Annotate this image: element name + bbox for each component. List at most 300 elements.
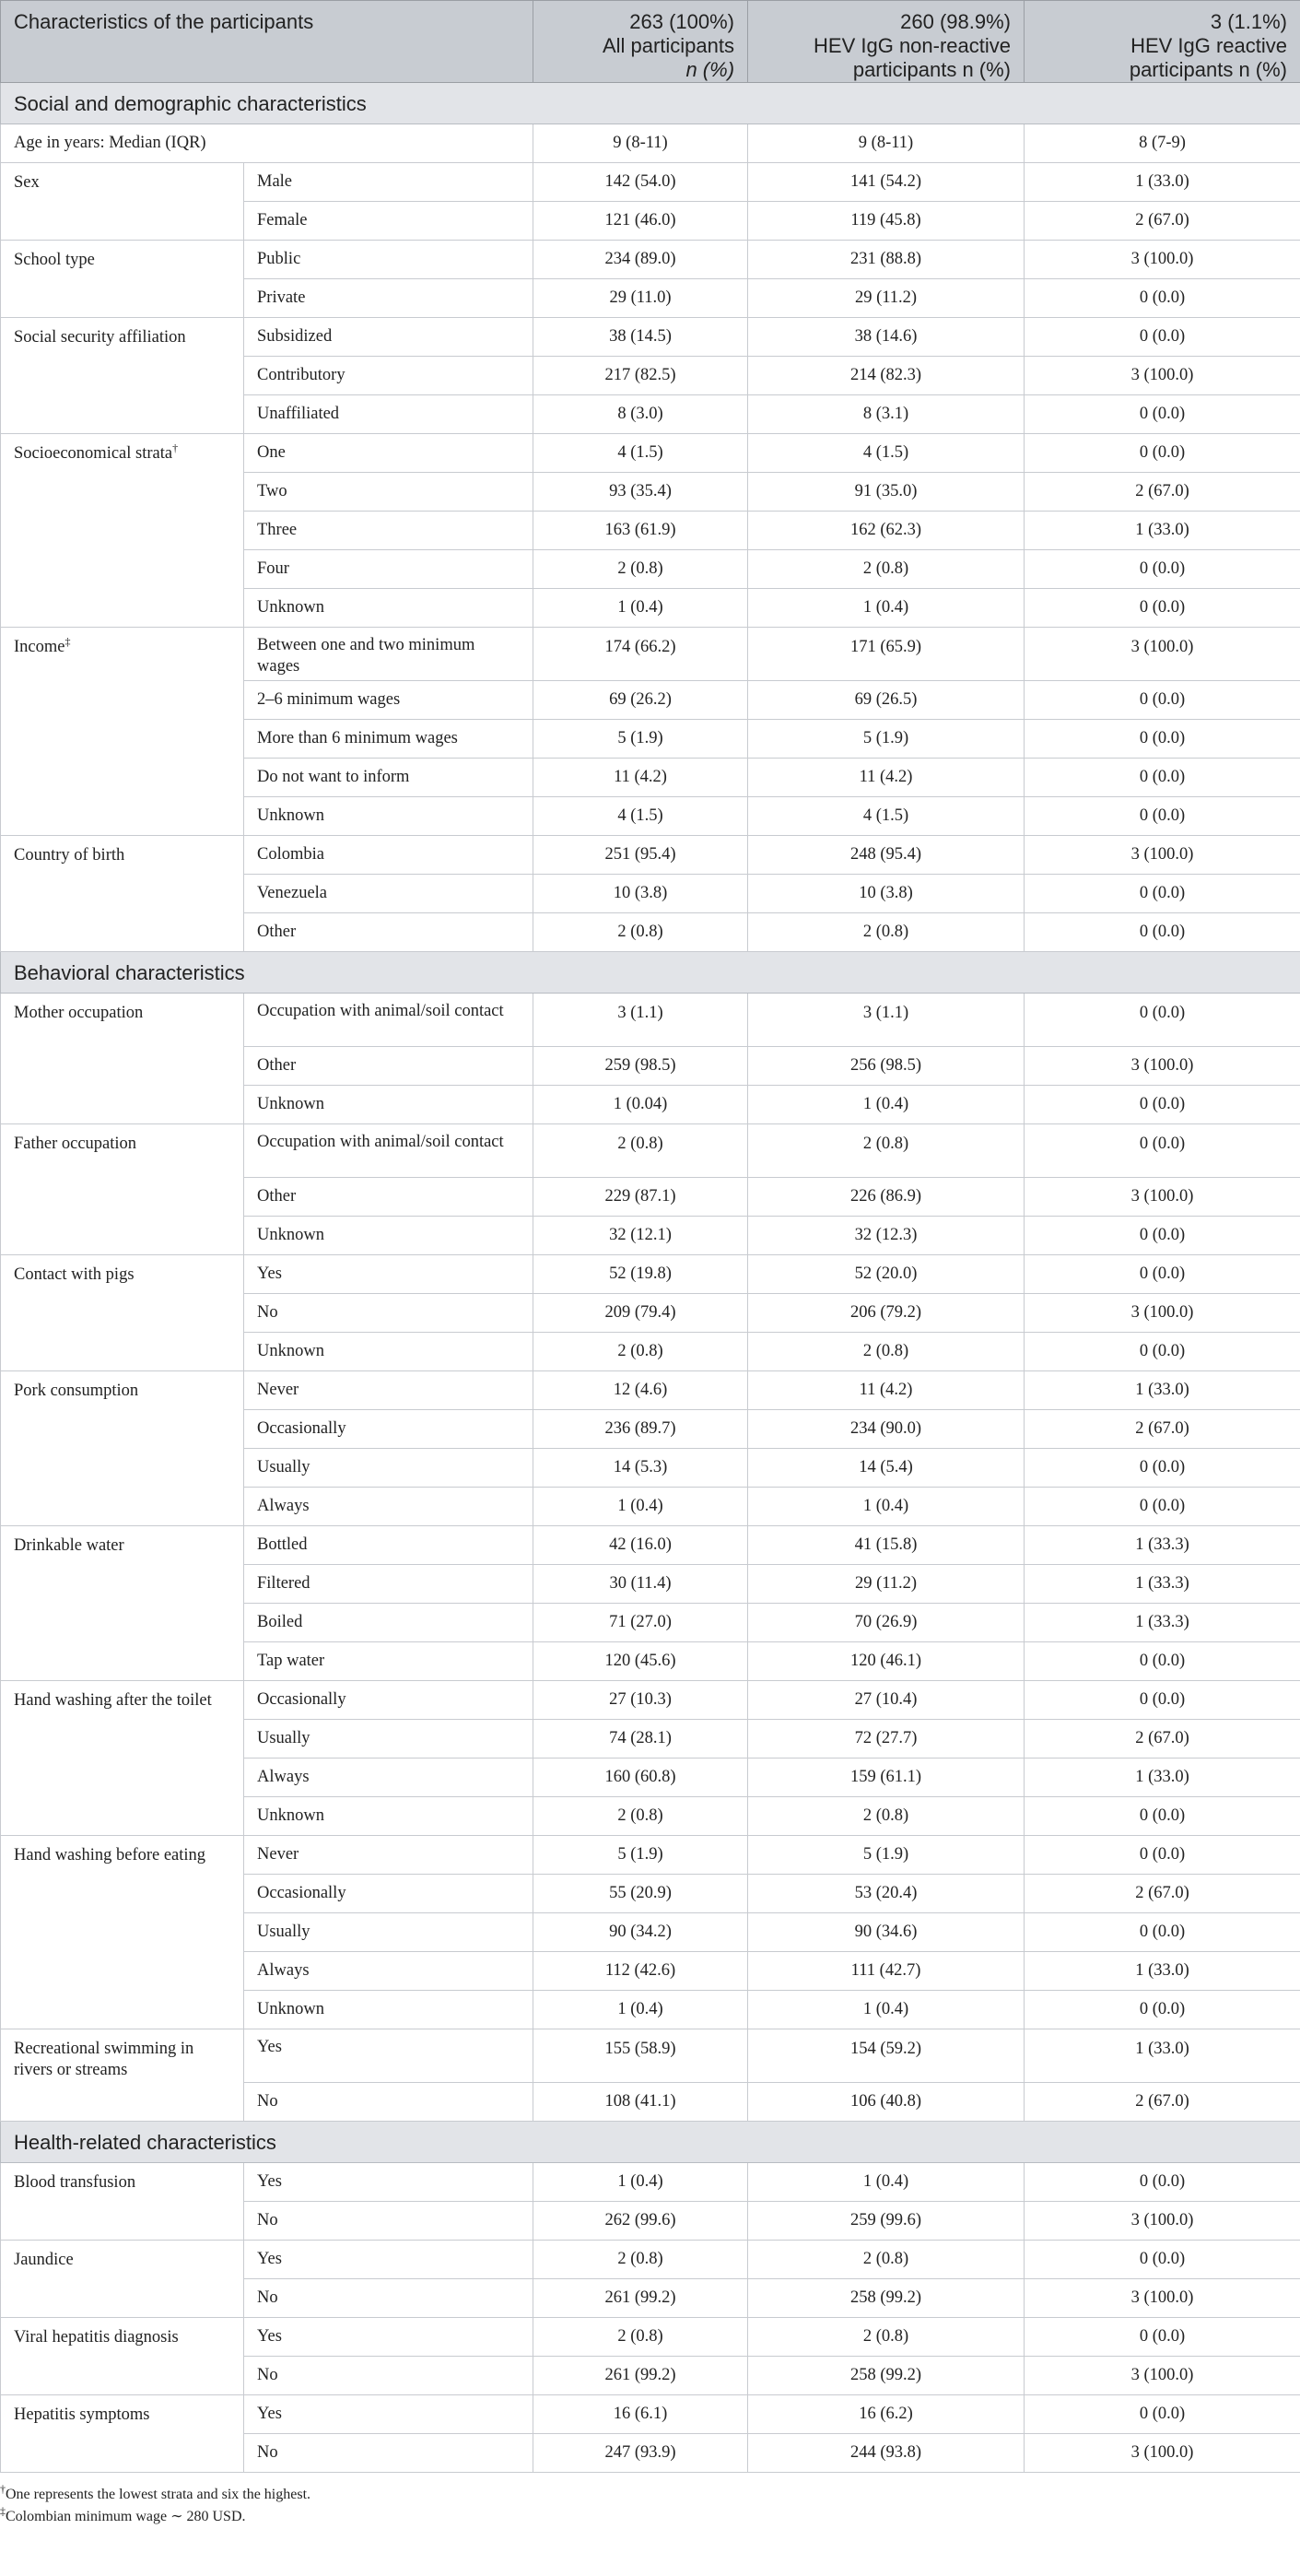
value-cell-reactive: 3 (100.0)	[1025, 836, 1300, 875]
value-cell-all: 71 (27.0)	[533, 1604, 748, 1642]
value-cell-all: 261 (99.2)	[533, 2279, 748, 2318]
value-cell-reactive: 0 (0.0)	[1025, 2241, 1300, 2279]
value-cell-nonreactive: 3 (1.1)	[748, 994, 1025, 1047]
value-cell-all: 142 (54.0)	[533, 163, 748, 202]
characteristic-label: Mother occupation	[14, 1004, 144, 1022]
category-cell: Usually	[244, 1449, 533, 1488]
category-cell: Always	[244, 1759, 533, 1797]
table-row	[1, 994, 1300, 1047]
value-cell-reactive: 1 (33.3)	[1025, 1565, 1300, 1604]
header-reactive-count: 3 (1.1%)	[1210, 10, 1288, 33]
category-cell: Occasionally	[244, 1681, 533, 1720]
category-cell: Female	[244, 202, 533, 241]
footnotes	[0, 2473, 1300, 2528]
category-cell: Never	[244, 1836, 533, 1875]
value-cell-nonreactive: 119 (45.8)	[748, 202, 1025, 241]
characteristic-label: Recreational swimming in rivers or streams	[14, 2040, 194, 2079]
value-cell-all: 121 (46.0)	[533, 202, 748, 241]
value-cell-reactive: 3 (100.0)	[1025, 1294, 1300, 1333]
value-cell-all: 262 (99.6)	[533, 2202, 748, 2241]
value-cell-all: 160 (60.8)	[533, 1759, 748, 1797]
value-cell-nonreactive: 106 (40.8)	[748, 2083, 1025, 2122]
value-cell-nonreactive: 2 (0.8)	[748, 913, 1025, 952]
header-characteristics: Characteristics of the participants	[1, 1, 533, 83]
characteristic-name	[1, 1371, 244, 1526]
value-cell-nonreactive: 171 (65.9)	[748, 628, 1025, 681]
category-cell: No	[244, 2279, 533, 2318]
characteristic-label: Socioeconomical strata	[14, 444, 173, 463]
value-cell-reactive: 0 (0.0)	[1025, 395, 1300, 434]
category-cell: Do not want to inform	[244, 759, 533, 797]
header-reactive	[1025, 1, 1300, 83]
value-cell-nonreactive: 5 (1.9)	[748, 1836, 1025, 1875]
table-row	[1, 1836, 1300, 1875]
category-cell: Subsidized	[244, 318, 533, 357]
value-cell-nonreactive: 14 (5.4)	[748, 1449, 1025, 1488]
category-cell: Unknown	[244, 1086, 533, 1124]
category-cell: Unknown	[244, 589, 533, 628]
table-row	[1, 2318, 1300, 2357]
value-cell-nonreactive: 2 (0.8)	[748, 2318, 1025, 2357]
value-cell-all: 12 (4.6)	[533, 1371, 748, 1410]
value-cell-reactive: 0 (0.0)	[1025, 913, 1300, 952]
value-cell-nonreactive: 259 (99.6)	[748, 2202, 1025, 2241]
section-header-row	[1, 83, 1300, 124]
characteristic-name	[1, 124, 533, 163]
category-cell: Unaffiliated	[244, 395, 533, 434]
value-cell-reactive: 3 (100.0)	[1025, 2357, 1300, 2395]
category-cell: Venezuela	[244, 875, 533, 913]
value-cell-reactive: 8 (7-9)	[1025, 124, 1300, 163]
value-cell-all: 1 (0.4)	[533, 2163, 748, 2202]
characteristic-label: Father occupation	[14, 1135, 137, 1153]
table-row	[1, 628, 1300, 681]
value-cell-nonreactive: 258 (99.2)	[748, 2279, 1025, 2318]
table-row	[1, 836, 1300, 875]
category-cell: Usually	[244, 1913, 533, 1952]
value-cell-nonreactive: 206 (79.2)	[748, 1294, 1025, 1333]
category-cell: Usually	[244, 1720, 533, 1759]
category-cell: Occupation with animal/soil contact	[244, 994, 533, 1047]
characteristic-label: Hand washing before eating	[14, 1846, 206, 1864]
characteristic-name	[1, 2241, 244, 2318]
value-cell-reactive: 0 (0.0)	[1025, 1797, 1300, 1836]
value-cell-nonreactive: 226 (86.9)	[748, 1178, 1025, 1217]
value-cell-reactive: 0 (0.0)	[1025, 720, 1300, 759]
table-row	[1, 2241, 1300, 2279]
category-cell: Other	[244, 1178, 533, 1217]
value-cell-all: 1 (0.4)	[533, 1488, 748, 1526]
value-cell-reactive: 3 (100.0)	[1025, 241, 1300, 279]
footnote	[0, 2506, 1300, 2528]
value-cell-nonreactive: 159 (61.1)	[748, 1759, 1025, 1797]
value-cell-nonreactive: 4 (1.5)	[748, 797, 1025, 836]
value-cell-nonreactive: 154 (59.2)	[748, 2029, 1025, 2083]
section-title: Behavioral characteristics	[1, 952, 1300, 994]
value-cell-reactive: 0 (0.0)	[1025, 2163, 1300, 2202]
value-cell-nonreactive: 32 (12.3)	[748, 1217, 1025, 1255]
value-cell-nonreactive: 231 (88.8)	[748, 241, 1025, 279]
category-cell: Yes	[244, 2395, 533, 2434]
value-cell-reactive: 0 (0.0)	[1025, 994, 1300, 1047]
value-cell-all: 163 (61.9)	[533, 512, 748, 550]
value-cell-nonreactive: 5 (1.9)	[748, 720, 1025, 759]
value-cell-nonreactive: 53 (20.4)	[748, 1875, 1025, 1913]
value-cell-nonreactive: 41 (15.8)	[748, 1526, 1025, 1565]
category-cell: No	[244, 2202, 533, 2241]
footnote-text: Colombian minimum wage ∼ 280 USD.	[6, 2509, 246, 2524]
value-cell-reactive: 0 (0.0)	[1025, 1124, 1300, 1178]
category-cell: No	[244, 2357, 533, 2395]
category-cell: Bottled	[244, 1526, 533, 1565]
value-cell-all: 2 (0.8)	[533, 2318, 748, 2357]
category-cell: Four	[244, 550, 533, 589]
value-cell-all: 217 (82.5)	[533, 357, 748, 395]
value-cell-nonreactive: 4 (1.5)	[748, 434, 1025, 473]
value-cell-all: 155 (58.9)	[533, 2029, 748, 2083]
value-cell-reactive: 0 (0.0)	[1025, 1488, 1300, 1526]
table-row	[1, 2395, 1300, 2434]
value-cell-nonreactive: 91 (35.0)	[748, 473, 1025, 512]
footnote-marker: ‡	[0, 2504, 6, 2518]
category-cell: Colombia	[244, 836, 533, 875]
category-cell: Yes	[244, 2163, 533, 2202]
value-cell-all: 5 (1.9)	[533, 720, 748, 759]
table-row	[1, 318, 1300, 357]
category-cell: Other	[244, 913, 533, 952]
value-cell-reactive: 0 (0.0)	[1025, 1333, 1300, 1371]
value-cell-nonreactive: 29 (11.2)	[748, 279, 1025, 318]
value-cell-all: 236 (89.7)	[533, 1410, 748, 1449]
category-cell: Unknown	[244, 1797, 533, 1836]
value-cell-nonreactive: 27 (10.4)	[748, 1681, 1025, 1720]
characteristic-name	[1, 241, 244, 318]
section-title: Social and demographic characteristics	[1, 83, 1300, 124]
value-cell-nonreactive: 141 (54.2)	[748, 163, 1025, 202]
value-cell-reactive: 0 (0.0)	[1025, 1681, 1300, 1720]
value-cell-nonreactive: 1 (0.4)	[748, 2163, 1025, 2202]
value-cell-reactive: 3 (100.0)	[1025, 2202, 1300, 2241]
value-cell-reactive: 0 (0.0)	[1025, 318, 1300, 357]
characteristic-name	[1, 628, 244, 836]
value-cell-all: 112 (42.6)	[533, 1952, 748, 1991]
value-cell-nonreactive: 258 (99.2)	[748, 2357, 1025, 2395]
value-cell-reactive: 2 (67.0)	[1025, 1720, 1300, 1759]
characteristic-name	[1, 318, 244, 434]
table-row	[1, 1526, 1300, 1565]
table-row	[1, 2163, 1300, 2202]
value-cell-all: 2 (0.8)	[533, 550, 748, 589]
value-cell-reactive: 1 (33.3)	[1025, 1604, 1300, 1642]
header-reactive-unit: participants n (%)	[1129, 58, 1288, 81]
value-cell-all: 14 (5.3)	[533, 1449, 748, 1488]
table-row	[1, 1371, 1300, 1410]
category-cell: Always	[244, 1488, 533, 1526]
value-cell-reactive: 1 (33.0)	[1025, 1759, 1300, 1797]
value-cell-reactive: 2 (67.0)	[1025, 473, 1300, 512]
category-cell: Unknown	[244, 797, 533, 836]
value-cell-nonreactive: 111 (42.7)	[748, 1952, 1025, 1991]
value-cell-reactive: 0 (0.0)	[1025, 1991, 1300, 2029]
header-nonreactive	[748, 1, 1025, 83]
category-cell: Occasionally	[244, 1410, 533, 1449]
value-cell-reactive: 1 (33.0)	[1025, 512, 1300, 550]
category-cell: Filtered	[244, 1565, 533, 1604]
value-cell-all: 52 (19.8)	[533, 1255, 748, 1294]
header-all-unit: n (%)	[685, 58, 735, 81]
header-row	[1, 1, 1300, 83]
value-cell-nonreactive: 16 (6.2)	[748, 2395, 1025, 2434]
value-cell-nonreactive: 90 (34.6)	[748, 1913, 1025, 1952]
value-cell-all: 3 (1.1)	[533, 994, 748, 1047]
value-cell-all: 247 (93.9)	[533, 2434, 748, 2473]
section-header-row	[1, 2122, 1300, 2163]
category-cell: Always	[244, 1952, 533, 1991]
value-cell-nonreactive: 72 (27.7)	[748, 1720, 1025, 1759]
category-cell: Private	[244, 279, 533, 318]
category-cell: Male	[244, 163, 533, 202]
value-cell-nonreactive: 10 (3.8)	[748, 875, 1025, 913]
value-cell-all: 259 (98.5)	[533, 1047, 748, 1086]
value-cell-reactive: 0 (0.0)	[1025, 681, 1300, 720]
table-row	[1, 241, 1300, 279]
characteristic-name	[1, 1124, 244, 1255]
characteristic-name	[1, 2163, 244, 2241]
value-cell-all: 251 (95.4)	[533, 836, 748, 875]
value-cell-all: 229 (87.1)	[533, 1178, 748, 1217]
value-cell-reactive: 3 (100.0)	[1025, 2434, 1300, 2473]
section-title: Health-related characteristics	[1, 2122, 1300, 2163]
value-cell-nonreactive: 52 (20.0)	[748, 1255, 1025, 1294]
value-cell-reactive: 0 (0.0)	[1025, 2318, 1300, 2357]
characteristic-name	[1, 1255, 244, 1371]
value-cell-reactive: 0 (0.0)	[1025, 279, 1300, 318]
value-cell-all: 2 (0.8)	[533, 1333, 748, 1371]
value-cell-reactive: 2 (67.0)	[1025, 1410, 1300, 1449]
characteristic-name	[1, 1526, 244, 1681]
category-cell: Other	[244, 1047, 533, 1086]
table-row	[1, 2029, 1300, 2083]
category-cell: Occasionally	[244, 1875, 533, 1913]
value-cell-all: 90 (34.2)	[533, 1913, 748, 1952]
value-cell-all: 11 (4.2)	[533, 759, 748, 797]
header-nonreactive-unit: participants n (%)	[852, 58, 1012, 81]
value-cell-reactive: 1 (33.0)	[1025, 163, 1300, 202]
value-cell-nonreactive: 29 (11.2)	[748, 1565, 1025, 1604]
value-cell-reactive: 0 (0.0)	[1025, 1642, 1300, 1681]
characteristic-label: Blood transfusion	[14, 2173, 136, 2192]
value-cell-all: 108 (41.1)	[533, 2083, 748, 2122]
characteristic-label: Viral hepatitis diagnosis	[14, 2328, 179, 2347]
value-cell-reactive: 2 (67.0)	[1025, 2083, 1300, 2122]
table-row	[1, 124, 1300, 163]
characteristic-label: Country of birth	[14, 846, 125, 865]
value-cell-nonreactive: 244 (93.8)	[748, 2434, 1025, 2473]
header-all-label: All participants	[602, 34, 735, 57]
category-cell: Never	[244, 1371, 533, 1410]
value-cell-reactive: 3 (100.0)	[1025, 1178, 1300, 1217]
characteristic-name	[1, 2318, 244, 2395]
characteristic-name	[1, 2395, 244, 2473]
value-cell-nonreactive: 1 (0.4)	[748, 1488, 1025, 1526]
value-cell-all: 32 (12.1)	[533, 1217, 748, 1255]
value-cell-reactive: 0 (0.0)	[1025, 1255, 1300, 1294]
value-cell-all: 29 (11.0)	[533, 279, 748, 318]
value-cell-nonreactive: 2 (0.8)	[748, 550, 1025, 589]
value-cell-reactive: 0 (0.0)	[1025, 434, 1300, 473]
characteristic-label: Jaundice	[14, 2251, 74, 2269]
category-cell: Public	[244, 241, 533, 279]
value-cell-reactive: 0 (0.0)	[1025, 2395, 1300, 2434]
category-cell: 2–6 minimum wages	[244, 681, 533, 720]
value-cell-reactive: 0 (0.0)	[1025, 1449, 1300, 1488]
value-cell-reactive: 0 (0.0)	[1025, 797, 1300, 836]
value-cell-all: 261 (99.2)	[533, 2357, 748, 2395]
value-cell-reactive: 1 (33.0)	[1025, 1371, 1300, 1410]
category-cell: Tap water	[244, 1642, 533, 1681]
header-reactive-label: HEV IgG reactive	[1130, 34, 1288, 57]
value-cell-nonreactive: 1 (0.4)	[748, 1991, 1025, 2029]
value-cell-nonreactive: 8 (3.1)	[748, 395, 1025, 434]
value-cell-all: 209 (79.4)	[533, 1294, 748, 1333]
value-cell-nonreactive: 1 (0.4)	[748, 1086, 1025, 1124]
value-cell-all: 1 (0.04)	[533, 1086, 748, 1124]
category-cell: Yes	[244, 2029, 533, 2083]
value-cell-all: 234 (89.0)	[533, 241, 748, 279]
category-cell: Contributory	[244, 357, 533, 395]
value-cell-reactive: 3 (100.0)	[1025, 357, 1300, 395]
footnote-marker: †	[0, 2482, 6, 2496]
value-cell-all: 93 (35.4)	[533, 473, 748, 512]
value-cell-nonreactive: 11 (4.2)	[748, 759, 1025, 797]
characteristic-label: Pork consumption	[14, 1382, 139, 1400]
value-cell-reactive: 1 (33.0)	[1025, 1952, 1300, 1991]
value-cell-all: 5 (1.9)	[533, 1836, 748, 1875]
category-cell: Unknown	[244, 1333, 533, 1371]
value-cell-nonreactive: 2 (0.8)	[748, 1333, 1025, 1371]
value-cell-nonreactive: 69 (26.5)	[748, 681, 1025, 720]
value-cell-reactive: 0 (0.0)	[1025, 875, 1300, 913]
footnote-marker: †	[172, 441, 179, 454]
category-cell: Unknown	[244, 1991, 533, 2029]
value-cell-nonreactive: 162 (62.3)	[748, 512, 1025, 550]
value-cell-all: 4 (1.5)	[533, 797, 748, 836]
characteristic-label: Contact with pigs	[14, 1265, 135, 1284]
value-cell-reactive: 3 (100.0)	[1025, 628, 1300, 681]
value-cell-nonreactive: 70 (26.9)	[748, 1604, 1025, 1642]
value-cell-reactive: 0 (0.0)	[1025, 1913, 1300, 1952]
value-cell-nonreactive: 2 (0.8)	[748, 1797, 1025, 1836]
value-cell-reactive: 3 (100.0)	[1025, 2279, 1300, 2318]
characteristic-label: Hepatitis symptoms	[14, 2405, 150, 2424]
table-header	[1, 1, 1300, 83]
value-cell-nonreactive: 1 (0.4)	[748, 589, 1025, 628]
table-row	[1, 1124, 1300, 1178]
value-cell-all: 69 (26.2)	[533, 681, 748, 720]
category-cell: Two	[244, 473, 533, 512]
value-cell-all: 2 (0.8)	[533, 913, 748, 952]
category-cell: No	[244, 1294, 533, 1333]
category-cell: Three	[244, 512, 533, 550]
footnote-text: One represents the lowest strata and six the highest.	[6, 2487, 311, 2502]
value-cell-all: 30 (11.4)	[533, 1565, 748, 1604]
header-nonreactive-label: HEV IgG non-reactive	[814, 34, 1012, 57]
header-nonreactive-count: 260 (98.9%)	[900, 10, 1012, 33]
characteristic-name	[1, 1836, 244, 2029]
value-cell-reactive: 0 (0.0)	[1025, 550, 1300, 589]
value-cell-all: 2 (0.8)	[533, 1124, 748, 1178]
characteristic-name	[1, 2029, 244, 2122]
characteristic-name	[1, 163, 244, 241]
header-all-count: 263 (100%)	[629, 10, 735, 33]
value-cell-all: 8 (3.0)	[533, 395, 748, 434]
value-cell-nonreactive: 38 (14.6)	[748, 318, 1025, 357]
value-cell-reactive: 0 (0.0)	[1025, 759, 1300, 797]
category-cell: Yes	[244, 2241, 533, 2279]
value-cell-nonreactive: 234 (90.0)	[748, 1410, 1025, 1449]
table-row	[1, 163, 1300, 202]
category-cell: No	[244, 2434, 533, 2473]
footnote	[0, 2484, 1300, 2506]
value-cell-nonreactive: 2 (0.8)	[748, 2241, 1025, 2279]
value-cell-all: 2 (0.8)	[533, 2241, 748, 2279]
value-cell-reactive: 1 (33.0)	[1025, 2029, 1300, 2083]
value-cell-reactive: 0 (0.0)	[1025, 1086, 1300, 1124]
characteristic-label: School type	[14, 251, 95, 269]
value-cell-reactive: 0 (0.0)	[1025, 1217, 1300, 1255]
category-cell: Boiled	[244, 1604, 533, 1642]
table-body	[1, 83, 1300, 2473]
value-cell-reactive: 0 (0.0)	[1025, 1836, 1300, 1875]
header-all-participants	[533, 1, 748, 83]
value-cell-all: 174 (66.2)	[533, 628, 748, 681]
value-cell-all: 38 (14.5)	[533, 318, 748, 357]
table-row	[1, 1255, 1300, 1294]
value-cell-all: 10 (3.8)	[533, 875, 748, 913]
category-cell: Unknown	[244, 1217, 533, 1255]
value-cell-all: 55 (20.9)	[533, 1875, 748, 1913]
value-cell-reactive: 1 (33.3)	[1025, 1526, 1300, 1565]
value-cell-nonreactive: 214 (82.3)	[748, 357, 1025, 395]
characteristic-label: Hand washing after the toilet	[14, 1691, 212, 1710]
section-header-row	[1, 952, 1300, 994]
value-cell-all: 9 (8-11)	[533, 124, 748, 163]
characteristic-label: Sex	[14, 173, 40, 192]
value-cell-all: 74 (28.1)	[533, 1720, 748, 1759]
value-cell-all: 16 (6.1)	[533, 2395, 748, 2434]
category-cell: Between one and two minimum wages	[244, 628, 533, 681]
value-cell-all: 1 (0.4)	[533, 1991, 748, 2029]
value-cell-nonreactive: 2 (0.8)	[748, 1124, 1025, 1178]
value-cell-reactive: 3 (100.0)	[1025, 1047, 1300, 1086]
characteristic-name	[1, 836, 244, 952]
category-cell: More than 6 minimum wages	[244, 720, 533, 759]
value-cell-all: 27 (10.3)	[533, 1681, 748, 1720]
characteristic-label: Income	[14, 638, 65, 656]
value-cell-all: 2 (0.8)	[533, 1797, 748, 1836]
characteristic-name	[1, 1681, 244, 1836]
value-cell-nonreactive: 9 (8-11)	[748, 124, 1025, 163]
value-cell-nonreactive: 11 (4.2)	[748, 1371, 1025, 1410]
category-cell: Yes	[244, 2318, 533, 2357]
characteristic-label: Age in years: Median (IQR)	[14, 134, 206, 152]
value-cell-reactive: 0 (0.0)	[1025, 589, 1300, 628]
value-cell-nonreactive: 120 (46.1)	[748, 1642, 1025, 1681]
category-cell: One	[244, 434, 533, 473]
value-cell-nonreactive: 248 (95.4)	[748, 836, 1025, 875]
value-cell-all: 120 (45.6)	[533, 1642, 748, 1681]
characteristic-name	[1, 994, 244, 1124]
